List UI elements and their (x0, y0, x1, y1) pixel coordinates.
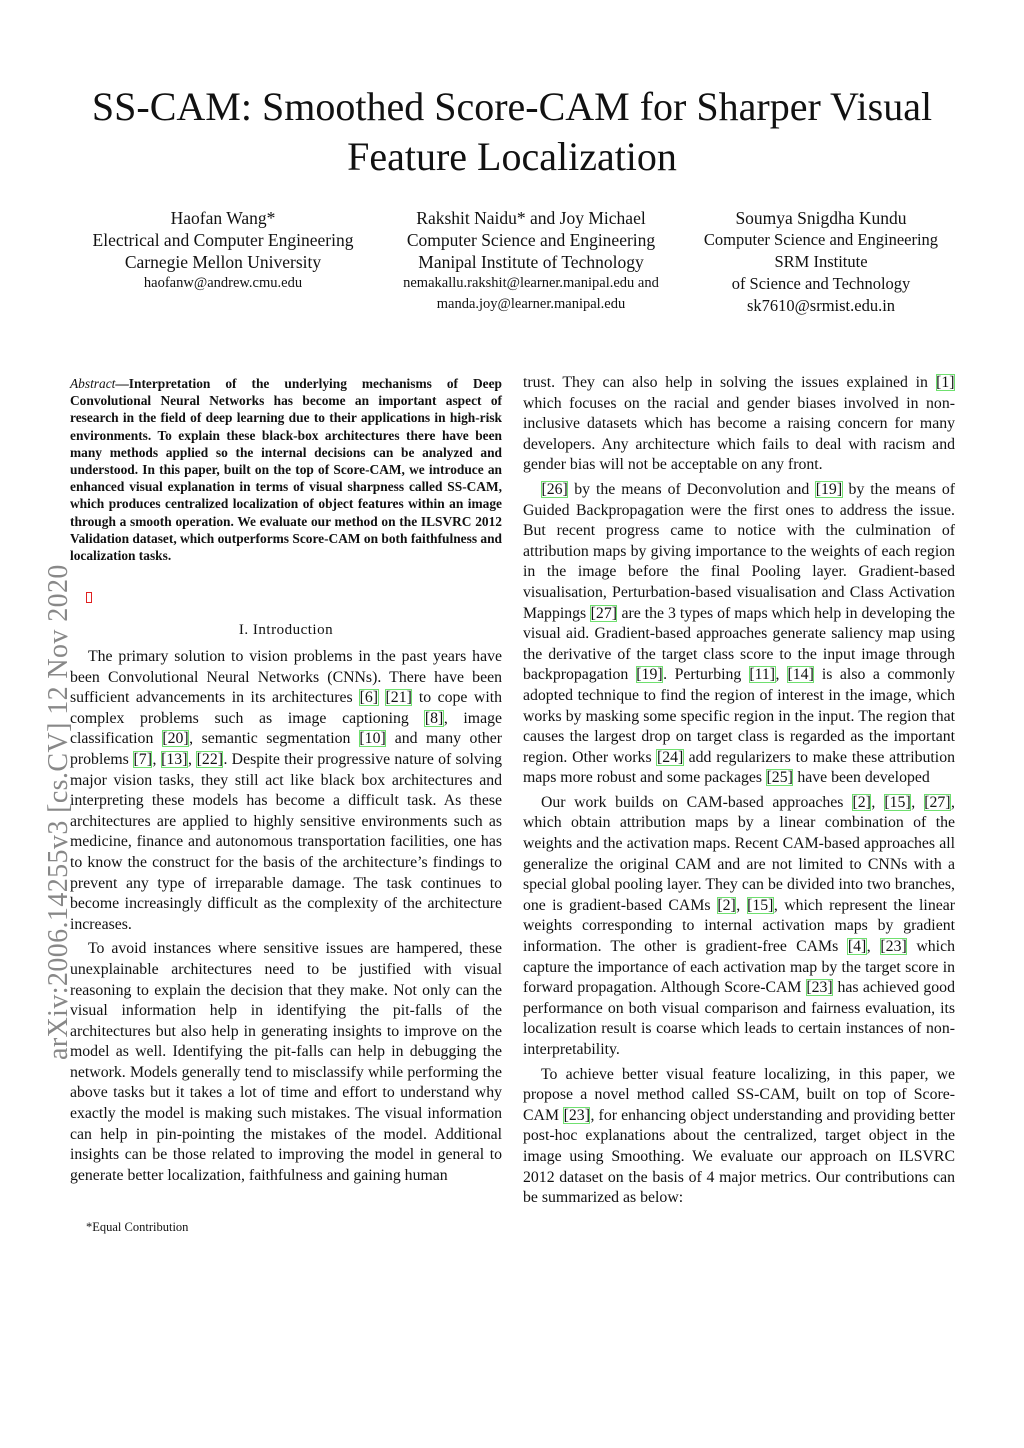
citation-link[interactable]: [13] (161, 750, 188, 768)
paragraph-text: , (911, 793, 924, 811)
citation-link[interactable]: [4] (847, 938, 867, 956)
paragraph-text: , (871, 793, 884, 811)
paragraph (523, 1065, 955, 1209)
paragraph-text: and many other problems (70, 730, 503, 768)
citation-link[interactable]: [20] (162, 730, 189, 748)
paragraph-text: have been developed (793, 769, 930, 787)
paragraph (523, 480, 955, 789)
citation-link[interactable]: [23] (806, 979, 833, 997)
abstract (70, 375, 502, 564)
author-inst: Manipal Institute of Technology (418, 252, 644, 272)
abstract-text: —Interpretation of the underlying mechanisms of Deep Convolutional Neural Networks has become an important aspect of research in the field of deep learning due to their applications in high-risk environments. To explain these black-box architectures there have been many methods applied so the internal decisions can be analyzed and understood. In this paper, built on the top of Score-CAM, we introduce an enhanced visual explanation in terms of visual sharpness called SS-CAM, which produces centralized localization of object features within an image through a smooth operation. We evaluate our method on the ILSVRC 2012 Validation dataset, which outperforms Score-CAM on both faithfulness and localization tasks. (70, 376, 502, 564)
paragraph-text: to cope with complex problems such as image captioning (70, 689, 502, 727)
author-dept: Electrical and Computer Engineering (92, 230, 354, 250)
paragraph-text: , (152, 750, 161, 768)
paragraph-text: , (187, 750, 197, 768)
author-block-1 (70, 207, 376, 294)
left-column-body (70, 647, 502, 1186)
citation-link[interactable]: [22] (196, 750, 223, 768)
paragraph-text: has achieved good performance on both visual comparison and fairness evaluation, its localization result is coarse which leads to certain instances of non-interpretability. (523, 979, 955, 1058)
paragraph-text: by the means of Deconvolution and (568, 480, 816, 498)
citation-link[interactable]: [10] (359, 730, 386, 748)
citation-link[interactable]: [19] (815, 480, 843, 498)
author-inst: SRM Institute (774, 252, 868, 271)
citation-link[interactable]: [23] (563, 1106, 590, 1124)
paragraph-text: add regularizers to make these attribution maps more robust and some packages (523, 748, 955, 787)
citation-link[interactable]: [15] (747, 896, 774, 914)
paragraph-text: , semantic segmentation (189, 730, 359, 748)
paragraph-text: , which obtain attribution maps by a linear combination of the weights and the activation maps. Recent CAM-based approaches all generalize the original CAM and are not limited to CNNs with a special global pooling layer. They can be divided into two branches, one is gradient-based CAMs (523, 793, 955, 914)
paragraph (70, 647, 502, 935)
citation-link[interactable]: [6] (359, 689, 379, 707)
citation-link[interactable]: [14] (787, 666, 814, 684)
paragraph-text: To achieve better visual feature localizing, in this paper, we propose a novel method called SS-CAM, built on top of Score-CAM (523, 1065, 955, 1124)
paragraph-text: , (866, 938, 880, 956)
citation-link[interactable]: [15] (884, 793, 911, 811)
paragraph-text: which focuses on the racial and gender biases involved in non-inclusive datasets which has become a raising concern for many developers. Any architecture which fails to deal with racism and gender bias will not be acceptable on any front. (523, 394, 955, 474)
paragraph-text: The primary solution to vision problems in the past years have been Convolutional Neural Networks (CNNs). There have been sufficient advancements in its architectures (70, 648, 502, 707)
citation-link[interactable]: [26] (541, 480, 568, 498)
citation-link[interactable]: [1] (936, 374, 955, 391)
author-name: Rakshit Naidu* and Joy Michael (416, 208, 646, 228)
annotation-marker (86, 592, 92, 603)
paragraph-text: . Perturbing (663, 666, 749, 684)
author-name: Haofan Wang* (170, 208, 276, 228)
citation-link[interactable]: [2] (717, 896, 736, 914)
author-email: sk7610@srmist.edu.in (746, 296, 896, 315)
paragraph-text: , for enhancing object understanding and providing better post-hoc explanations about the centralized, target object in the image using Smoothing. We evaluate our approach on ILSVRC 2012 dataset on the basis of 4 major metrics. Our contributions can be summarized as below: (523, 1106, 955, 1207)
citation-link[interactable]: [23] (880, 938, 907, 956)
citation-link[interactable]: [25] (766, 769, 793, 787)
author-email-2: manda.joy@learner.manipal.edu (436, 296, 626, 312)
paragraph-text: . Despite their progressive nature of solving major vision tasks, they still act like black box architectures and interpreting these models has become a difficult task. As these architectures are applied to highly sensitive environments such as medicine, finance and autonomous transportation facilities, one has to know the construct for the basis of the architecture’s findings to prevent any type of irreparable damage. The task continues to become increasingly difficult as the complexity of the architecture increases. (70, 750, 502, 933)
author-name: Soumya Snigdha Kundu (735, 208, 907, 228)
abstract-label: Abstract (70, 376, 116, 391)
paragraph-text: Our work builds on CAM-based approaches (541, 793, 852, 811)
paragraph-text: is also a commonly adopted technique to find the region of interest in the image, which works by masking some specific region in the input. The region that causes the largest drop on target class is regarded as the important region. Other works (523, 666, 955, 766)
paragraph (523, 373, 955, 476)
paragraph-text: , which represent the linear weights corresponding to internal activation maps by gradient information. The other is gradient-free CAMs (523, 896, 955, 956)
citation-link[interactable]: [24] (656, 748, 684, 766)
author-email: haofanw@andrew.cmu.edu (143, 275, 303, 291)
author-block-2 (376, 207, 686, 315)
paragraph-text: , image classification (70, 709, 502, 748)
citation-link[interactable]: [21] (385, 689, 412, 707)
section-heading-introduction: I. Introduction (238, 622, 334, 638)
paragraph-text: To avoid instances where sensitive issues are hampered, these unexplainable architectures need to be justified with visual reasoning to explain the decision that they make. Not only can the visual information help in identifying the pit-falls of the architectures but also help in generating insights to improve on the model as well. Identifying the pit-falls can help in debugging the network. Models generally tend to misclassify while performing the above tasks but it takes a lot of time and effort to understand why exactly the model is making such mistakes. The visual information can help in pin-pointing the mistakes of the model. Additional insights can be those related to improving the model in general to generate better localization, faithfulness and gaining human (70, 940, 502, 1184)
author-inst: Carnegie Mellon University (124, 252, 322, 272)
author-email: nemakallu.rakshit@learner.manipal.edu and (403, 275, 659, 291)
citation-link[interactable]: [7] (133, 750, 152, 768)
paragraph-text: , (736, 896, 747, 914)
paragraph-text: by the means of Guided Backpropagation were the first ones to address the issue. But recent progress came to notice with the culmination of attribution maps by giving importance to the weights of each region in the image before the final Pooling layer. Gradient-based visualisation, Perturbation-based visualisation and Class Activation Mappings (523, 480, 955, 622)
paragraph-text: trust. They can also help in solving the issues explained in (523, 374, 936, 391)
paragraph-text: are the 3 types of maps which help in developing the visual aid. Gradient-based approaches generate saliency map using the derivative of the target class score to the input image through backpropagation (523, 604, 955, 684)
paragraph-text: , (775, 666, 788, 684)
arxiv-identifier: arXiv:2006.14255v3 [cs.CV] 12 Nov 2020 (43, 564, 74, 1060)
right-column-body (523, 373, 955, 1209)
citation-link[interactable]: [11] (749, 666, 776, 684)
citation-link[interactable]: [27] (924, 793, 951, 811)
citation-link[interactable]: [8] (424, 709, 444, 727)
paragraph-text: which capture the importance of each activation map by the target score in forward propagation. Although Score-CAM (523, 938, 955, 997)
paragraph (70, 939, 502, 1186)
citation-link[interactable]: [19] (636, 666, 663, 684)
author-block-3 (686, 207, 956, 317)
footnote-equal-contribution: *Equal Contribution (86, 1220, 189, 1234)
citation-link[interactable]: [27] (590, 604, 617, 622)
author-inst-2: of Science and Technology (731, 274, 911, 293)
paragraph (523, 793, 955, 1061)
author-dept: Computer Science and Engineering (703, 230, 939, 249)
paper-title: SS-CAM: Smoothed Score-CAM for Sharper Visual Feature Localization (91, 84, 933, 179)
author-dept: Computer Science and Engineering (406, 230, 656, 250)
citation-link[interactable]: [2] (852, 793, 871, 811)
